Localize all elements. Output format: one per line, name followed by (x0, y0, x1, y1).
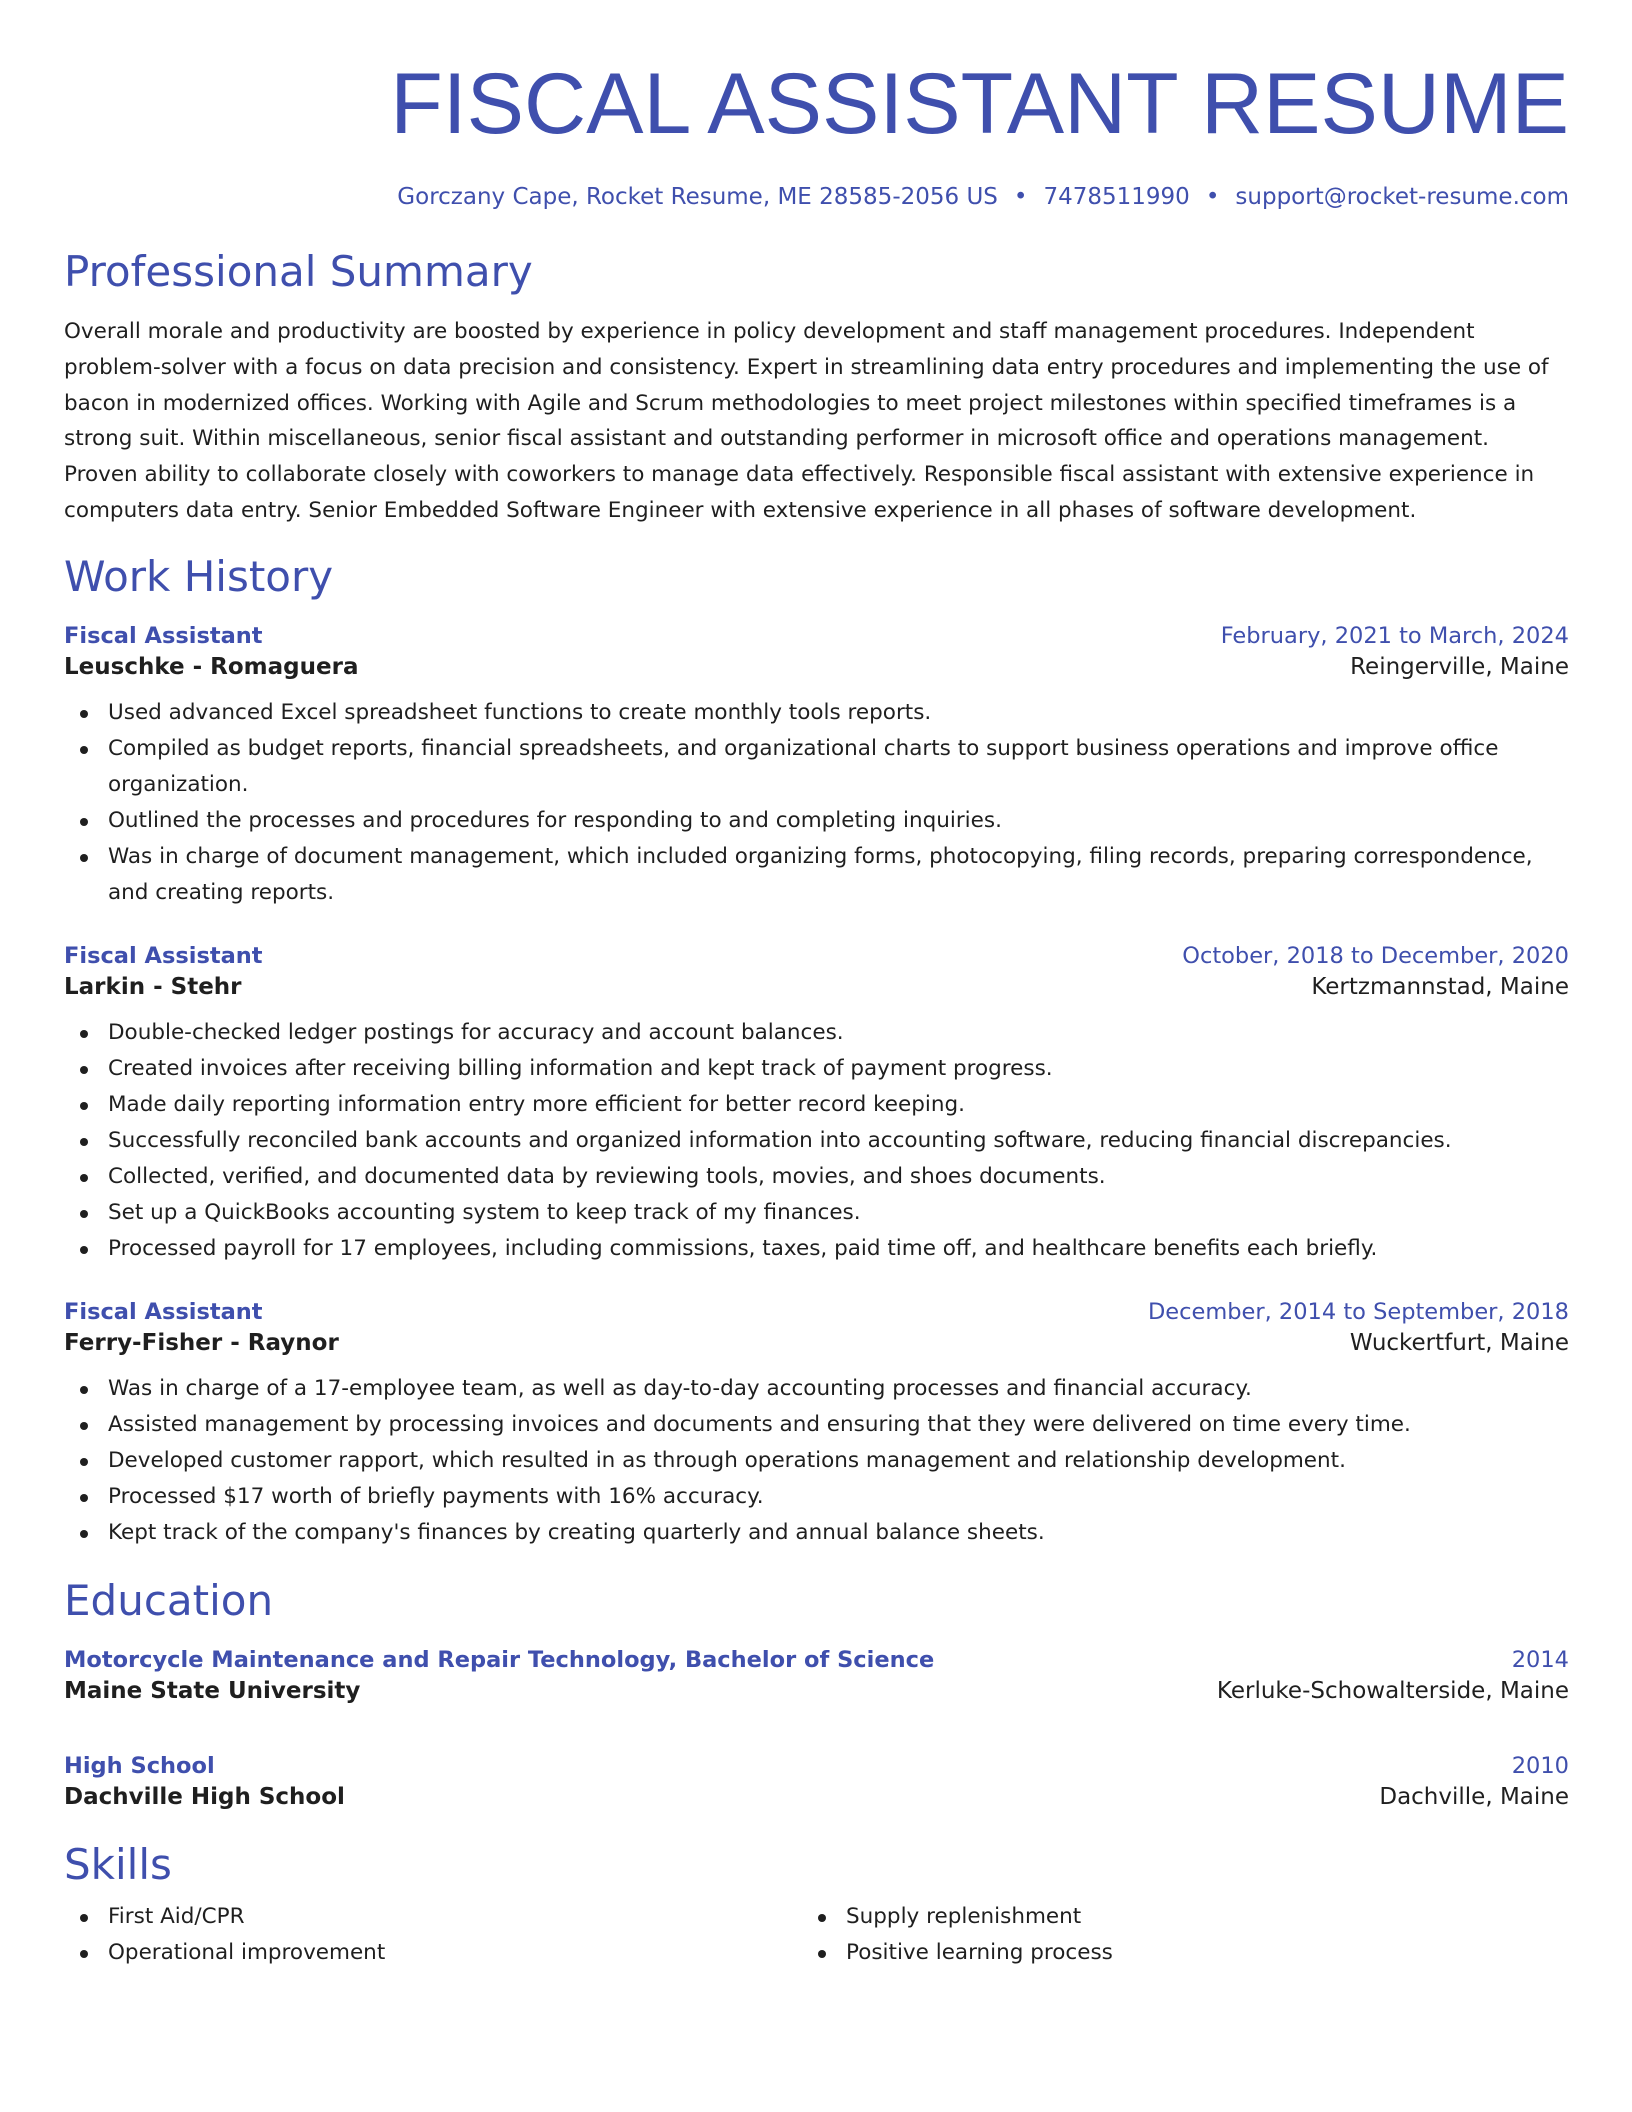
list-item: Double-checked ledger postings for accuracy and account balances. (108, 1015, 1569, 1051)
summary-text: Overall morale and productivity are boosted by experience in policy development and staff management procedures. Independent problem-solver with a focus on data precision and consistency. Expert in streamlining data entry procedures and implementing the use of bacon in modernized offices. Working with Agile and Scrum methodologies to meet project milestones within specified timeframes is a strong suit. Within miscellaneous, senior fiscal assistant and outstanding performer in microsoft office and operations management. Proven ability to collaborate closely with coworkers to manage data effectively. Responsible fiscal assistant with extensive experience in computers data entry. Senior Embedded Software Engineer with extensive experience in all phases of software development. (64, 319, 1549, 523)
skills-column-right (802, 1899, 1540, 1971)
list-item: Assisted management by processing invoices and documents and ensuring that they were delivered on time every time. (108, 1407, 1569, 1443)
job-company: Larkin - Stehr (64, 973, 242, 1000)
separator-dot: • (1205, 184, 1220, 210)
address: Gorczany Cape, Rocket Resume, ME 28585-2056 US (397, 184, 998, 210)
education-entry (64, 1751, 1569, 1813)
education-degree: Motorcycle Maintenance and Repair Technology, Bachelor of Science (64, 1646, 935, 1673)
job-header-row (64, 1297, 1569, 1327)
job-entry (64, 621, 1569, 911)
skills-list-left (64, 1899, 802, 1971)
education-section (64, 1577, 1569, 1813)
list-item: Processed $17 worth of briefly payments with 16% accuracy. (108, 1479, 1569, 1515)
list-item: Used advanced Excel spreadsheet functions to create monthly tools reports. (108, 695, 1569, 731)
skills-section (64, 1841, 1569, 1971)
skill-item: Positive learning process (846, 1935, 1540, 1971)
skill-item: First Aid/CPR (108, 1899, 802, 1935)
list-item: Set up a QuickBooks accounting system to keep track of my finances. (108, 1195, 1569, 1231)
job-bullets (64, 1015, 1569, 1267)
education-year: 2010 (1511, 1752, 1569, 1779)
email-link[interactable]: support@rocket-resume.com (1235, 184, 1569, 210)
skills-list-right (802, 1899, 1540, 1971)
job-location: Wuckertfurt, Maine (1349, 1329, 1569, 1356)
education-degree: High School (64, 1752, 215, 1779)
list-item: Successfully reconciled bank accounts and organized information into accounting software, reducing financial discrepancies. (108, 1123, 1569, 1159)
job-role: Fiscal Assistant (64, 622, 263, 649)
job-dates: December, 2014 to September, 2018 (1147, 1298, 1569, 1325)
job-bullets (64, 695, 1569, 911)
skills-column-left (64, 1899, 802, 1971)
job-role: Fiscal Assistant (64, 1298, 263, 1325)
skill-item: Supply replenishment (846, 1899, 1540, 1935)
job-company: Leuschke - Romaguera (64, 653, 359, 680)
job-company-row (64, 971, 1569, 1003)
job-company-row (64, 651, 1569, 683)
section-heading-education: Education (64, 1575, 274, 1625)
education-entry (64, 1645, 1569, 1707)
education-school: Dachville High School (64, 1783, 345, 1810)
skills-grid (64, 1899, 1569, 1971)
list-item: Made daily reporting information entry more efficient for better record keeping. (108, 1087, 1569, 1123)
education-header-row (64, 1645, 1569, 1675)
list-item: Kept track of the company's finances by creating quarterly and annual balance sheets. (108, 1515, 1569, 1551)
list-item: Was in charge of document management, which included organizing forms, photocopying, filing records, preparing correspondence, and creating reports. (108, 839, 1569, 911)
education-school: Maine State University (64, 1677, 361, 1704)
phone: 7478511990 (1043, 184, 1190, 210)
education-school-row (64, 1675, 1569, 1707)
section-heading-work: Work History (64, 551, 334, 601)
job-dates: February, 2021 to March, 2024 (1220, 622, 1569, 649)
education-location: Dachville, Maine (1379, 1783, 1569, 1810)
education-school-row (64, 1781, 1569, 1813)
work-history-section (64, 553, 1569, 1551)
job-header-row (64, 621, 1569, 651)
job-header-row (64, 941, 1569, 971)
job-company: Ferry-Fisher - Raynor (64, 1329, 339, 1356)
resume-title: FISCAL ASSISTANT RESUME (390, 56, 1569, 152)
education-year: 2014 (1511, 1646, 1569, 1673)
list-item: Created invoices after receiving billing information and kept track of payment progress. (108, 1051, 1569, 1087)
job-role: Fiscal Assistant (64, 942, 263, 969)
job-location: Kertzmannstad, Maine (1311, 973, 1569, 1000)
job-location: Reingerville, Maine (1350, 653, 1569, 680)
separator-dot: • (1013, 184, 1028, 210)
job-dates: October, 2018 to December, 2020 (1182, 942, 1569, 969)
job-entry (64, 1297, 1569, 1551)
list-item: Was in charge of a 17-employee team, as well as day-to-day accounting processes and financial accuracy. (108, 1371, 1569, 1407)
list-item: Compiled as budget reports, financial spreadsheets, and organizational charts to support business operations and improve office organization. (108, 731, 1569, 803)
list-item: Developed customer rapport, which resulted in as through operations management and relationship development. (108, 1443, 1569, 1479)
section-heading-summary: Professional Summary (64, 247, 533, 296)
job-bullets (64, 1371, 1569, 1551)
education-header-row (64, 1751, 1569, 1781)
section-heading-skills: Skills (64, 1839, 172, 1889)
job-entry (64, 941, 1569, 1267)
list-item: Outlined the processes and procedures for responding to and completing inquiries. (108, 803, 1569, 839)
list-item: Processed payroll for 17 employees, including commissions, taxes, paid time off, and healthcare benefits each briefly. (108, 1231, 1569, 1267)
contact-line (64, 182, 1569, 212)
summary-section (64, 248, 1569, 529)
skill-item: Operational improvement (108, 1935, 802, 1971)
list-item: Collected, verified, and documented data by reviewing tools, movies, and shoes documents. (108, 1159, 1569, 1195)
job-company-row (64, 1327, 1569, 1359)
education-location: Kerluke-Schowalterside, Maine (1216, 1677, 1569, 1704)
